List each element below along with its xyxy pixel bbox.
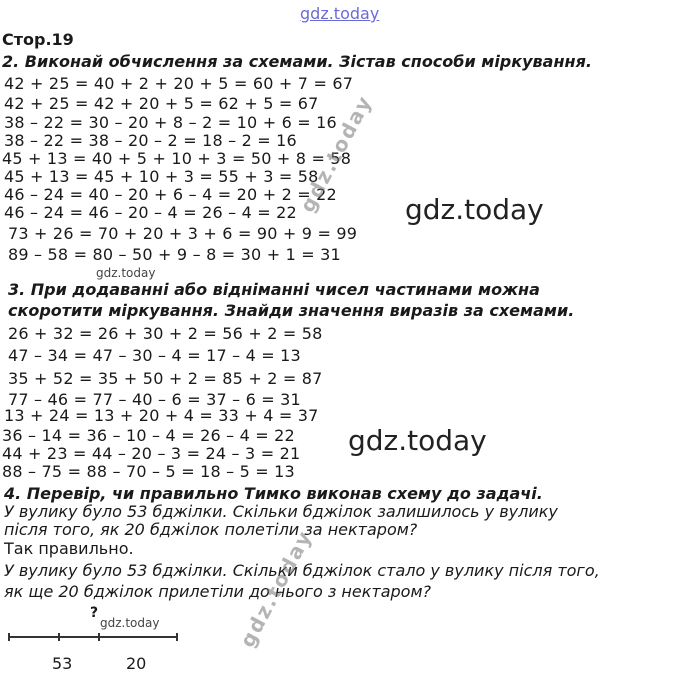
task3-line: 26 + 32 = 26 + 30 + 2 = 56 + 2 = 58 <box>8 324 323 343</box>
scheme-question-mark: ? <box>90 605 99 621</box>
task2-line: 46 – 24 = 40 – 20 + 6 – 4 = 20 + 2 = 22 <box>4 185 337 204</box>
task2-line: 42 + 25 = 42 + 20 + 5 = 62 + 5 = 67 <box>4 94 319 113</box>
scheme-tick-end <box>176 633 178 641</box>
task3-line: 44 + 23 = 44 – 20 – 3 = 24 – 3 = 21 <box>2 444 301 463</box>
task3-line: 36 – 14 = 36 – 10 – 4 = 26 – 4 = 22 <box>2 426 295 445</box>
task3-line: 47 – 34 = 47 – 30 – 4 = 17 – 4 = 13 <box>8 346 301 365</box>
task4-answer: Так правильно. <box>4 539 134 558</box>
scheme-label-20: 20 <box>126 654 147 673</box>
task4-problem2-line1: У вулику було 53 бджілки. Скільки бджілок стало у вулику після того, <box>4 561 600 580</box>
task3-line: 88 – 75 = 88 – 70 – 5 = 18 – 5 = 13 <box>2 462 295 481</box>
watermark-scheme[interactable]: gdz.today <box>100 616 160 630</box>
watermark-mid-1[interactable]: gdz.today <box>405 193 544 226</box>
task2-line: 45 + 13 = 40 + 5 + 10 + 3 = 50 + 8 = 58 <box>2 149 352 168</box>
task2-line: 42 + 25 = 40 + 2 + 20 + 5 = 60 + 7 = 67 <box>4 74 354 93</box>
task4-problem1-line2: після того, як 20 бджілок полетіли за нектаром? <box>4 520 418 539</box>
page-label: Стор.19 <box>2 30 74 49</box>
task3-title-line1: 3. При додаванні або відніманні чисел частинами можна <box>8 280 540 299</box>
watermark-small-1[interactable]: gdz.today <box>96 266 156 280</box>
task2-title: 2. Виконай обчислення за схемами. Зістав способи міркування. <box>2 52 592 71</box>
scheme-segment <box>8 636 178 638</box>
task3-line: 13 + 24 = 13 + 20 + 4 = 33 + 4 = 37 <box>4 406 319 425</box>
task2-line: 46 – 24 = 46 – 20 – 4 = 26 – 4 = 22 <box>4 203 297 222</box>
task2-line: 38 – 22 = 38 – 20 – 2 = 18 – 2 = 16 <box>4 131 297 150</box>
watermark-top[interactable]: gdz.today <box>300 4 380 23</box>
watermark-diagonal-2: gdz.today <box>235 525 317 652</box>
watermark-mid-2[interactable]: gdz.today <box>348 424 487 457</box>
scheme-tick-start <box>8 633 10 641</box>
task2-line: 38 – 22 = 30 – 20 + 8 – 2 = 10 + 6 = 16 <box>4 113 337 132</box>
task3-title-line2: скоротити міркування. Знайди значення виразів за схемами. <box>8 301 575 320</box>
task2-line: 73 + 26 = 70 + 20 + 3 + 6 = 90 + 9 = 99 <box>8 224 358 243</box>
watermark-diagonal-1: gdz.today <box>295 90 377 217</box>
scheme-tick-question <box>98 633 100 641</box>
scheme-label-53: 53 <box>52 654 73 673</box>
task4-title: 4. Перевір, чи правильно Тимко виконав схему до задачі. <box>4 484 543 503</box>
task2-line: 45 + 13 = 45 + 10 + 3 = 55 + 3 = 58 <box>4 167 319 186</box>
scheme-tick-mid <box>58 633 60 641</box>
task4-problem2-line2: як ще 20 бджілок прилетіли до нього з нектаром? <box>4 582 432 601</box>
task3-line: 35 + 52 = 35 + 50 + 2 = 85 + 2 = 87 <box>8 369 323 388</box>
task2-line: 89 – 58 = 80 – 50 + 9 – 8 = 30 + 1 = 31 <box>8 245 341 264</box>
task3-line: 77 – 46 = 77 – 40 – 6 = 37 – 6 = 31 <box>8 390 301 409</box>
task4-problem1-line1: У вулику було 53 бджілки. Скільки бджілок залишилось у вулику <box>4 502 558 521</box>
